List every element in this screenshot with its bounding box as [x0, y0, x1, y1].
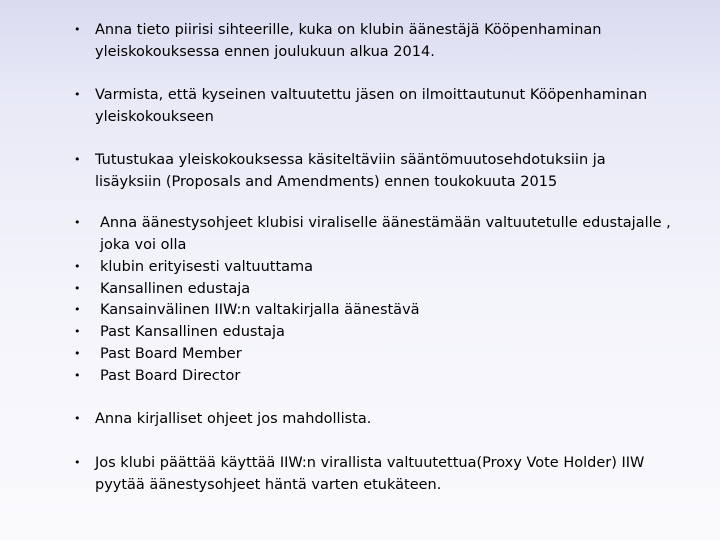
bullet-item-past-national-representative	[74, 321, 694, 343]
bullet-text: Varmista, että kyseinen valtuutettu jäsen on ilmoittautunut Kööpenhaminan yleiskokoukseen	[95, 87, 648, 125]
bullet-icon: •	[74, 456, 81, 469]
bullet-item-verify-registration	[74, 84, 694, 128]
bullet-text: klubin erityisesti valtuuttama	[100, 259, 314, 275]
bullet-text: Kansainvälinen IIW:n valtakirjalla äänestävä	[100, 302, 420, 318]
bullet-icon: •	[74, 282, 81, 295]
bullet-text: Past Board Member	[100, 346, 242, 362]
bullet-text: Tutustukaa yleiskokouksessa käsiteltäviin sääntömuutosehdotuksiin ja lisäyksiin (Proposals and Amendments) ennen toukokuuta 2015	[95, 152, 606, 190]
bullet-text: Past Board Director	[100, 368, 241, 384]
bullet-icon: •	[74, 325, 81, 338]
bullet-icon: •	[74, 88, 81, 101]
bullet-icon: •	[74, 303, 81, 316]
bullet-text: Anna äänestysohjeet klubisi viraliselle äänestämään valtuutetulle edustajalle , joka voi olla	[100, 215, 671, 253]
bullet-item-past-board-member	[74, 343, 694, 365]
bullet-text: Kansallinen edustaja	[100, 281, 251, 297]
bullet-text: Jos klubi päättää käyttää IIW:n virallista valtuutettua(Proxy Vote Holder) IIW pyytää äänestysohjeet häntä varten etukäteen.	[95, 455, 645, 493]
bullet-item-international-proxy	[74, 299, 694, 321]
bullet-text: Past Kansallinen edustaja	[100, 324, 285, 340]
bullet-item-notify-secretary	[74, 19, 694, 63]
bullet-icon: •	[74, 347, 81, 360]
bullet-item-past-board-director	[74, 365, 694, 387]
bullet-icon: •	[74, 369, 81, 382]
bullet-item-review-proposals	[74, 149, 694, 193]
bullet-item-voting-instructions	[74, 212, 694, 256]
bullet-icon: •	[74, 153, 81, 166]
bullet-item-national-representative	[74, 278, 694, 300]
bullet-icon: •	[74, 412, 81, 425]
bullet-item-written-instructions	[74, 408, 694, 430]
bullet-item-club-appointed	[74, 256, 694, 278]
bullet-icon: •	[74, 260, 81, 273]
bullet-icon: •	[74, 23, 81, 36]
bullet-text: Anna tieto piirisi sihteerille, kuka on klubin äänestäjä Kööpenhaminan yleiskokouksessa ennen joulukuun alkua 2014.	[95, 22, 602, 60]
bullet-text: Anna kirjalliset ohjeet jos mahdollista.	[95, 411, 372, 427]
bullet-item-proxy-vote-holder	[74, 452, 694, 496]
bullet-icon: •	[74, 216, 81, 229]
